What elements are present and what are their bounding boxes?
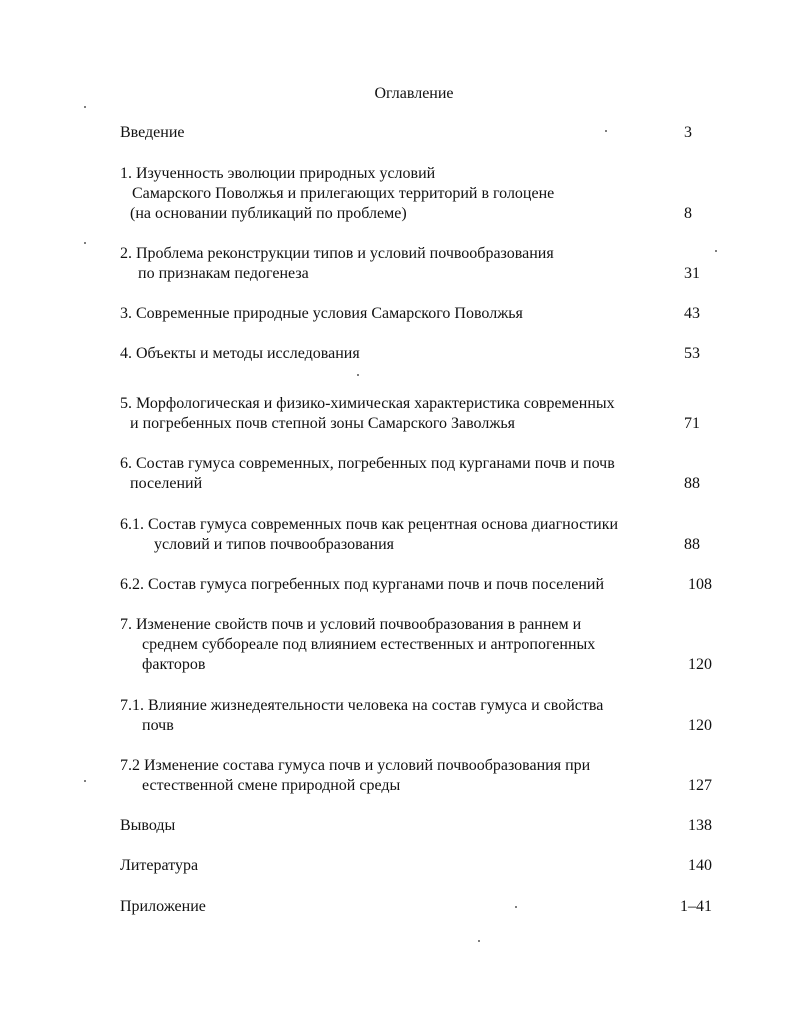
- toc-entry-section-7-1: [120, 696, 712, 736]
- toc-entry-line: Приложение: [120, 898, 206, 915]
- scan-speck: [84, 242, 86, 244]
- toc-entry-line: и погребенных почв степной зоны Самарского Заволжья: [130, 415, 516, 432]
- toc-entry-line: (на основании публикаций по проблеме): [130, 205, 407, 222]
- toc-page-number: 43: [684, 305, 700, 322]
- toc-entry-chapter-6: [120, 454, 712, 494]
- toc-entry-line: условий и типов почвообразования: [154, 536, 395, 553]
- toc-entry-chapter-4: [120, 344, 712, 364]
- toc-entry-line: почв: [142, 717, 174, 734]
- toc-entry-line: 5. Морфологическая и физико-химическая характеристика современных: [120, 395, 615, 412]
- toc-entry-section-6-1: [120, 515, 712, 555]
- scan-speck: [357, 374, 359, 376]
- toc-entry-line: 7.2 Изменение состава гумуса почв и условий почвообразования при: [120, 757, 591, 774]
- toc-entry-line: 6. Состав гумуса современных, погребенных под курганами почв и почв: [120, 455, 615, 472]
- toc-entry-line: Выводы: [120, 817, 176, 834]
- toc-entry-line: 7.1. Влияние жизнедеятельности человека на состав гумуса и свойства: [120, 697, 604, 714]
- scan-speck: [605, 130, 607, 132]
- toc-entry-chapter-5: [120, 394, 712, 434]
- toc-entry-line: 3. Современные природные условия Самарского Поволжья: [120, 305, 523, 322]
- toc-entry-line: 6.1. Состав гумуса современных почв как рецентная основа диагностики: [120, 516, 619, 533]
- toc-page-number: 71: [684, 415, 700, 432]
- toc-entry-references: [120, 856, 712, 876]
- toc-entry-line: Самарского Поволжья и прилегающих территорий в голоцене: [132, 185, 555, 202]
- toc-entry-section-7-2: [120, 756, 712, 796]
- toc-entry-line: по признакам педогенеза: [138, 265, 309, 282]
- toc-entry-line: естественной смене природной среды: [142, 777, 401, 794]
- toc-entry-chapter-1: [120, 164, 712, 224]
- scan-speck: [478, 940, 480, 942]
- toc-entry-appendix: [120, 897, 712, 917]
- toc-entry-line: Литература: [120, 857, 199, 874]
- toc-page-number: 108: [688, 576, 712, 593]
- toc-page-number: 140: [688, 857, 712, 874]
- toc-entry-line: Введение: [120, 124, 185, 141]
- toc-entry-line: 6.2. Состав гумуса погребенных под курганами почв и почв поселений: [120, 576, 605, 593]
- toc-page-number: 31: [684, 265, 700, 282]
- scan-speck: [84, 106, 86, 108]
- toc-page-number: 88: [684, 475, 700, 492]
- toc-page-number: 8: [684, 205, 692, 222]
- toc-page-number: 120: [688, 717, 712, 734]
- scan-speck: [715, 250, 717, 252]
- toc-page-number: 1–41: [680, 898, 712, 915]
- toc-entry-line: 2. Проблема реконструкции типов и условий почвообразования: [120, 245, 554, 262]
- toc-entry-introduction: [120, 123, 712, 143]
- toc-entry-line: 4. Объекты и методы исследования: [120, 345, 360, 362]
- toc-entry-chapter-7: [120, 615, 712, 675]
- toc-entry-chapter-3: [120, 304, 712, 324]
- toc-entry-conclusions: [120, 816, 712, 836]
- toc-page-number: 127: [688, 777, 712, 794]
- toc-entry-line: поселений: [130, 475, 203, 492]
- toc-page-number: 88: [684, 536, 700, 553]
- toc-page-number: 3: [684, 124, 692, 141]
- toc-entry-line: среднем суббореале под влиянием естественных и антропогенных: [142, 636, 596, 653]
- toc-entry-line: 7. Изменение свойств почв и условий почвообразования в раннем и: [120, 616, 582, 633]
- toc-entry-line: факторов: [142, 656, 206, 673]
- toc-entry-section-6-2: [120, 575, 712, 595]
- toc-entry-line: 1. Изученность эволюции природных условий: [120, 165, 436, 182]
- toc-title: Оглавление: [374, 85, 454, 102]
- toc-page-number: 138: [688, 817, 712, 834]
- toc-page-number: 120: [688, 656, 712, 673]
- scan-speck: [84, 780, 86, 782]
- scan-speck: [515, 906, 517, 908]
- toc-entry-chapter-2: [120, 244, 712, 284]
- toc-page-number: 53: [684, 345, 700, 362]
